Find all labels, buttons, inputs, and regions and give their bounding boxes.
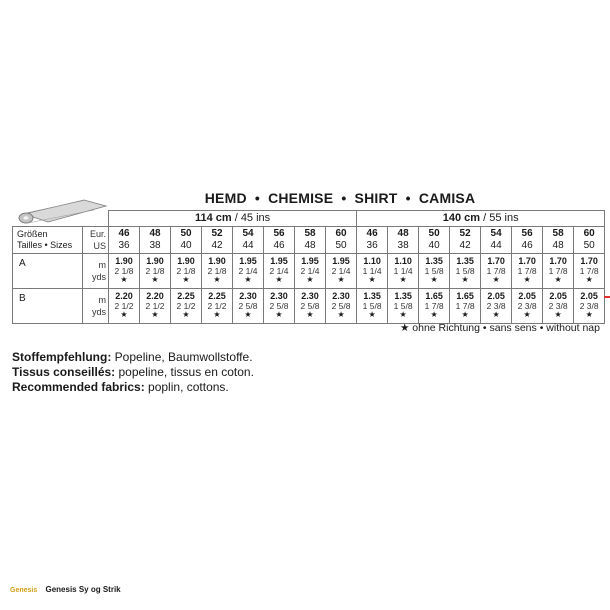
meters-value: 1.90 [115,255,133,266]
fabric-line-en: Recommended fabrics: poplin, cottons. [12,380,229,394]
yards-value: 1 7/8 [579,265,599,276]
meters-value: 2.30 [239,290,257,301]
title-separator: • [254,190,260,206]
yards-value: 2 1/4 [269,265,289,276]
yardage-cell [326,289,357,324]
unit-yds: yds [91,307,106,317]
yardage-cell [233,289,264,324]
fabric-roll-icon [14,196,110,228]
yardage-cell [574,289,605,324]
yards-value: 1 1/4 [362,265,382,276]
size-eur: 50 [180,228,192,239]
without-nap-star: ★ [213,275,221,285]
yardage-cell [202,254,233,289]
yardage-cell [450,289,481,324]
size-us: 50 [583,240,595,251]
without-nap-star: ★ [151,275,159,285]
width-cm: 140 cm [442,211,481,224]
meters-value: 2.30 [270,290,288,301]
without-nap-star: ★ [523,275,531,285]
unit-m: m [98,259,106,270]
yards-value: 2 1/2 [114,300,134,311]
yards-value: 1 7/8 [517,265,537,276]
without-nap-star: ★ [585,310,593,320]
view-label: B [13,289,83,324]
meters-value: 1.35 [363,290,381,301]
size-eur: 46 [118,228,130,239]
width-cm: 114 cm [194,211,232,224]
meters-value: 1.65 [456,290,474,301]
yardage-cell [543,289,574,324]
yards-value: 2 1/4 [300,265,320,276]
size-eur: 60 [583,228,595,239]
meters-value: 1.95 [332,255,350,266]
size-header-cell [202,227,233,254]
without-nap-star: ★ [306,275,314,285]
meters-value: 1.90 [177,255,195,266]
unit-yds: yds [91,272,106,282]
meters-value: 2.25 [177,290,195,301]
without-nap-star: ★ [492,275,500,285]
yards-value: 1 7/8 [424,300,444,311]
yards-value: 1 7/8 [548,265,568,276]
meters-value: 1.70 [487,255,505,266]
title-de: HEMD [204,190,247,206]
without-nap-star: ★ [213,310,221,320]
without-nap-star: ★ [275,310,283,320]
red-edge-mark [604,296,610,298]
size-us: 44 [490,240,502,251]
yards-value: 2 3/8 [548,300,568,311]
meters-value: 2.30 [301,290,319,301]
width-header-114 [109,211,357,227]
yards-value: 2 5/8 [238,300,258,311]
width-header-140 [357,211,605,227]
title-en: SHIRT [354,190,398,206]
unit-labels [83,289,109,324]
unit-m: m [98,294,106,305]
meters-value: 2.05 [580,290,598,301]
meters-value: 1.65 [425,290,443,301]
size-header-cell [140,227,171,254]
without-nap-star: ★ [430,275,438,285]
yardage-cell [171,289,202,324]
title-separator: • [341,190,347,206]
yards-value: 2 1/4 [331,265,351,276]
yardage-cell [419,289,450,324]
size-eur: 52 [459,228,471,239]
yards-value: 2 1/8 [114,265,134,276]
size-eur: 58 [304,228,316,239]
view-row-b [13,289,605,324]
yardage-cell [419,254,450,289]
size-header-cell [481,227,512,254]
recommended-fabrics [12,350,254,395]
size-eur: 54 [242,228,254,239]
meters-value: 1.95 [239,255,257,266]
without-nap-star: ★ [430,310,438,320]
without-nap-star: ★ [182,275,190,285]
yardage-cell [295,289,326,324]
without-nap-star: ★ [182,310,190,320]
size-eur: 52 [211,228,223,239]
size-us: 38 [149,240,161,251]
yards-value: 2 1/8 [145,265,165,276]
size-us: 40 [180,240,192,251]
size-header-cell [450,227,481,254]
size-us: 42 [211,240,223,251]
size-eur: 56 [273,228,285,239]
size-us: 46 [273,240,285,251]
size-header-cell [171,227,202,254]
yards-value: 2 1/8 [176,265,196,276]
yards-value: 1 5/8 [424,265,444,276]
footer [10,585,121,594]
size-us: 48 [552,240,564,251]
size-eur: 48 [149,228,161,239]
size-header-cell [357,227,388,254]
size-eur: 46 [366,228,378,239]
size-header-cell [388,227,419,254]
us-label: US [93,241,106,251]
yardage-cell [140,254,171,289]
yardage-cell [264,254,295,289]
yards-value: 2 5/8 [269,300,289,311]
meters-value: 1.70 [549,255,567,266]
yardage-cell [109,254,140,289]
chart-title [160,190,520,206]
yards-value: 2 5/8 [331,300,351,311]
meters-value: 1.35 [456,255,474,266]
without-nap-star: ★ [244,275,252,285]
meters-value: 1.10 [394,255,412,266]
yardage-cell [264,289,295,324]
yards-value: 2 1/8 [207,265,227,276]
yards-value: 2 3/8 [486,300,506,311]
meters-value: 1.95 [270,255,288,266]
meters-value: 2.05 [487,290,505,301]
view-label: A [13,254,83,289]
shop-name: Genesis Sy og Strik [45,585,121,594]
size-header-cell [109,227,140,254]
without-nap-star: ★ [120,275,128,285]
yardage-cell [512,254,543,289]
yardage-cell [171,254,202,289]
size-us: 50 [335,240,347,251]
size-us: 36 [118,240,130,251]
without-nap-note: ★ ohne Richtung • sans sens • without nap [399,322,600,334]
without-nap-star: ★ [306,310,314,320]
yards-value: 1 7/8 [455,300,475,311]
meters-value: 2.20 [115,290,133,301]
yards-value: 2 5/8 [300,300,320,311]
without-nap-star: ★ [368,275,376,285]
fabric-line-de: Stoffempfehlung: Popeline, Baumwollstoffe. [12,350,253,364]
size-us: 48 [304,240,316,251]
size-eur: 48 [397,228,409,239]
yardage-cell [357,254,388,289]
size-us: 46 [521,240,533,251]
without-nap-star: ★ [399,310,407,320]
meters-value: 1.35 [425,255,443,266]
size-header-cell [543,227,574,254]
meters-value: 2.05 [549,290,567,301]
yards-value: 1 5/8 [362,300,382,311]
size-system-label [83,227,109,254]
yardage-cell [574,254,605,289]
yards-value: 1 5/8 [455,265,475,276]
size-eur: 60 [335,228,347,239]
size-header-cell [264,227,295,254]
without-nap-star: ★ [554,275,562,285]
size-header-cell [512,227,543,254]
without-nap-star: ★ [368,310,376,320]
size-eur: 58 [552,228,564,239]
yards-value: 2 3/8 [579,300,599,311]
fabric-line-fr: Tissus conseillés: popeline, tissus en coton. [12,365,254,379]
size-eur: 56 [521,228,533,239]
meters-value: 1.70 [518,255,536,266]
yardage-cell [202,289,233,324]
yardage-cell [357,289,388,324]
size-header-cell [295,227,326,254]
meters-value: 1.10 [363,255,381,266]
meters-value: 1.90 [146,255,164,266]
without-nap-star: ★ [461,310,469,320]
without-nap-star: ★ [275,275,283,285]
yards-value: 2 1/4 [238,265,258,276]
yardage-cell [388,289,419,324]
without-nap-star: ★ [523,310,531,320]
yardage-cell [233,254,264,289]
size-header-cell [233,227,264,254]
title-separator: • [405,190,411,206]
yards-value: 2 1/2 [145,300,165,311]
yardage-cell [543,254,574,289]
yardage-cell [512,289,543,324]
unit-labels [83,254,109,289]
shop-logo: Genesis [10,587,38,594]
meters-value: 2.25 [208,290,226,301]
meters-value: 1.95 [301,255,319,266]
meters-value: 2.05 [518,290,536,301]
eur-label: Eur. [89,228,106,239]
without-nap-star: ★ [337,310,345,320]
yards-value: 1 7/8 [486,265,506,276]
yardage-cell [140,289,171,324]
yardage-cell [450,254,481,289]
size-header-cell [419,227,450,254]
size-us: 38 [397,240,409,251]
without-nap-star: ★ [461,275,469,285]
size-eur: 54 [490,228,502,239]
size-label-fr-en: Tailles • Sizes [17,240,73,250]
yards-value: 2 3/8 [517,300,537,311]
without-nap-star: ★ [585,275,593,285]
without-nap-star: ★ [244,310,252,320]
view-row-a [13,254,605,289]
size-header-cell [574,227,605,254]
yardage-cell [326,254,357,289]
meters-value: 1.90 [208,255,226,266]
size-eur: 50 [428,228,440,239]
yardage-cell [481,289,512,324]
title-fr: CHEMISE [268,190,334,206]
yardage-cell [481,254,512,289]
without-nap-star: ★ [554,310,562,320]
width-ins: / 45 ins [234,211,271,224]
size-us: 40 [428,240,440,251]
yards-value: 1 1/4 [393,265,413,276]
without-nap-star: ★ [399,275,407,285]
size-us: 44 [242,240,254,251]
size-label [13,227,83,254]
width-ins: / 55 ins [483,211,519,224]
size-header-cell [326,227,357,254]
yardage-cell [109,289,140,324]
yards-value: 2 1/2 [207,300,227,311]
yardage-cell [388,254,419,289]
title-es: CAMISA [418,190,476,206]
yards-value: 2 1/2 [176,300,196,311]
yardage-cell [295,254,326,289]
yards-value: 1 5/8 [393,300,413,311]
without-nap-star: ★ [337,275,345,285]
without-nap-star: ★ [151,310,159,320]
size-label-de: Größen [17,229,48,240]
size-us: 42 [459,240,471,251]
without-nap-star: ★ [492,310,500,320]
without-nap-star: ★ [120,310,128,320]
meters-value: 2.30 [332,290,350,301]
meters-value: 2.20 [146,290,164,301]
size-us: 36 [366,240,378,251]
meters-value: 1.35 [394,290,412,301]
meters-value: 1.70 [580,255,598,266]
